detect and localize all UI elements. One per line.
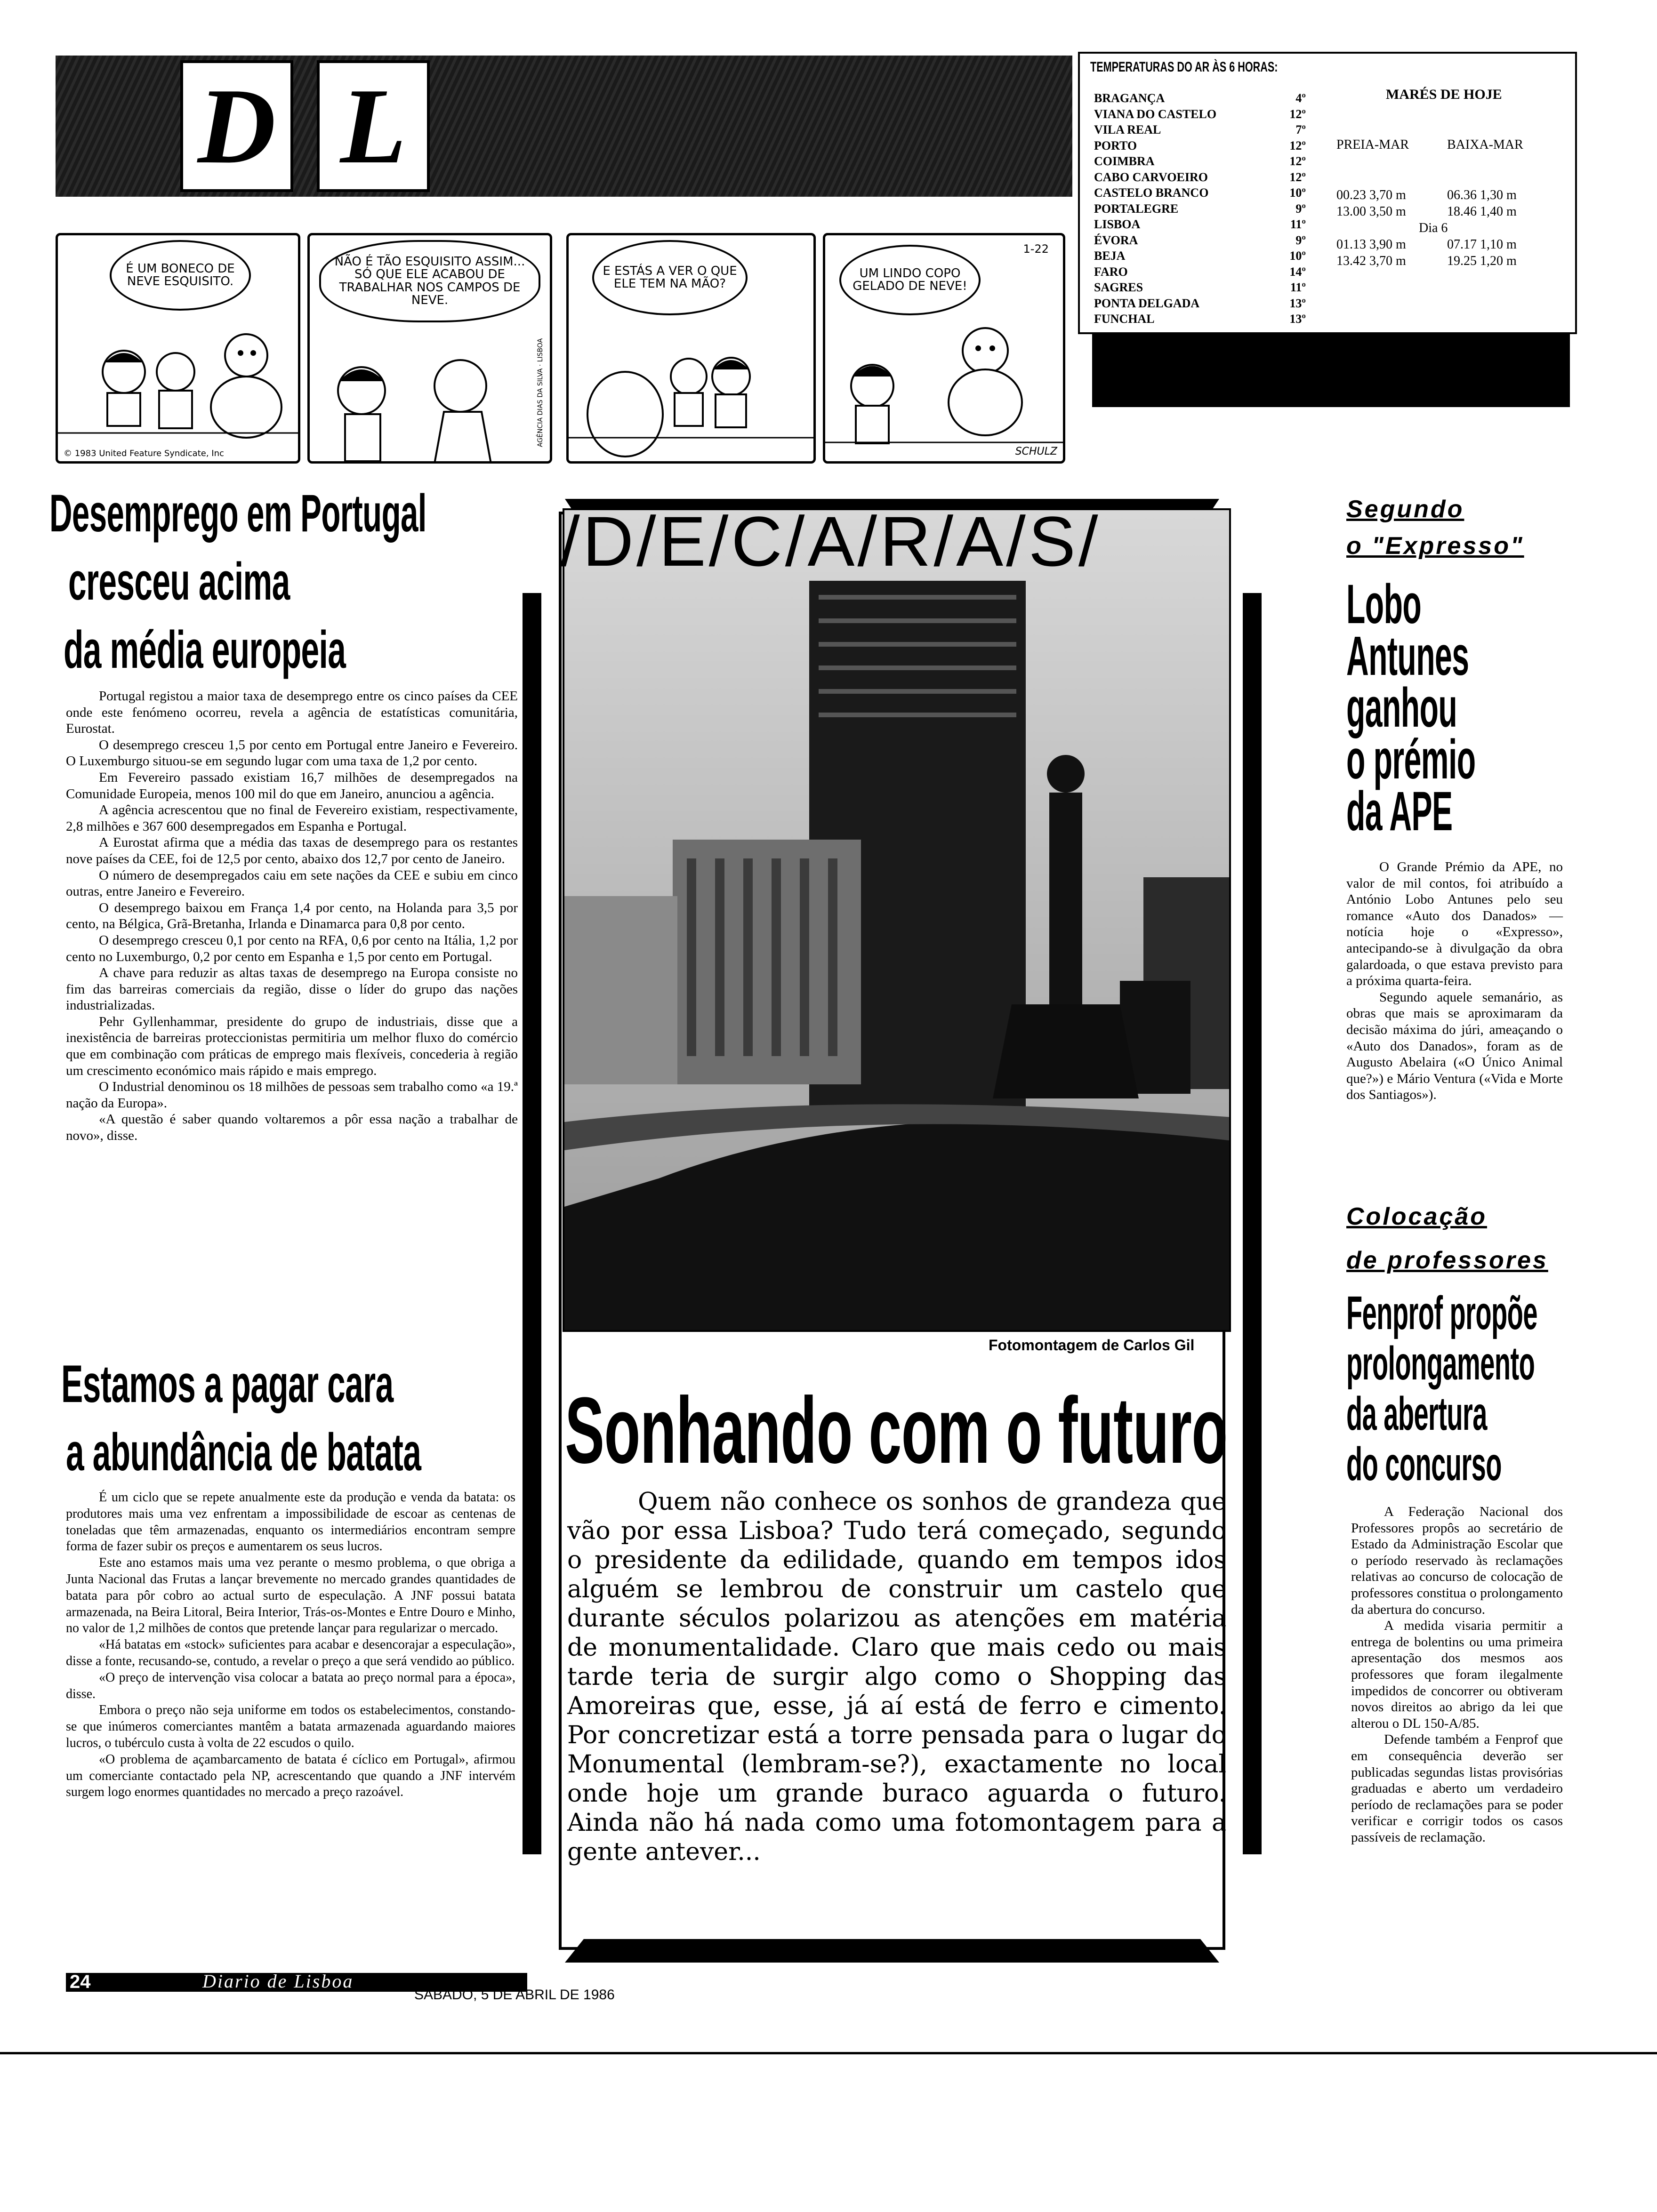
logo-letter-d: D	[180, 60, 293, 192]
city-name: FUNCHAL	[1094, 312, 1155, 326]
comic-date-code: 1-22	[1023, 242, 1049, 256]
temperature-row	[1094, 249, 1306, 263]
city-name: SAGRES	[1094, 281, 1143, 294]
headline-line: Antunes	[1346, 625, 1469, 687]
tide-row: 06.36 1,30 m	[1447, 188, 1517, 202]
comic-panel-2	[307, 233, 552, 464]
comic-panel-3	[566, 233, 816, 464]
paragraph: A Eurostat afirma que a média das taxas de desemprego para os restantes nove países da CEE, foi de 12,5 por cento, abaixo dos 12,7 por cento de Janeiro.	[66, 835, 518, 866]
comic-strip	[56, 233, 1065, 468]
issue-date: SÁBADO, 5 DE ABRIL DE 1986	[414, 1987, 615, 2003]
comic-drawing	[569, 235, 816, 464]
paragraph: O Grande Prémio da APE, no valor de mil contos, foi atribuído a António Lobo Antunes pelo seu romance «Auto dos Danados» — notícia hoje o «Expresso», antecipando-se à divulgação da obra galardoada, o que estava previsto para a próxima quarta-feira.	[1346, 859, 1563, 989]
city-name: FARO	[1094, 264, 1128, 279]
headline-line: da APE	[1346, 780, 1453, 842]
speech-bubble: E ESTÁS A VER O QUE ELE TEM NA MÃO?	[592, 240, 748, 315]
temperature-value: 14º	[1289, 264, 1306, 279]
paragraph: Em Fevereiro passado existiam 16,7 milhões de desempregados na Comunidade Europeia, menos 100 mil do que em Janeiro, anunciou a agência.	[66, 769, 518, 801]
article4-kicker-line1: Colocação	[1346, 1203, 1487, 1230]
city-name: ÉVORA	[1094, 233, 1138, 247]
city-name: COIMBRA	[1094, 154, 1155, 168]
temperature-value: 13º	[1289, 312, 1306, 326]
paragraph: A medida visaria permitir a entrega de bolentins ou uma primeira apresentação dos mesmos aos professores que foram ilegalmente impedidos de concorrer ou obtiveram novos direitos ao abrigo da lei que alterou o DL 150-A/85.	[1351, 1618, 1563, 1731]
headline-line: o prémio	[1346, 729, 1476, 791]
temperature-value: 12º	[1289, 138, 1306, 152]
comic-panel-4	[823, 233, 1065, 464]
tide-row: 13.00 3,50 m	[1336, 204, 1406, 219]
article1-headline-line1: Desemprego em Portugal	[49, 484, 426, 543]
city-name: PORTO	[1094, 138, 1137, 152]
temperature-value: 11º	[1290, 281, 1306, 294]
temperature-value: 12º	[1289, 107, 1306, 121]
section-title: /D/E/C/A/R/A/S/	[560, 508, 1101, 574]
page-number: 24	[70, 1972, 91, 1992]
city-name: BEJA	[1094, 249, 1126, 263]
logo-letter-l: L	[317, 60, 430, 192]
article3-body	[1346, 859, 1563, 1103]
photomontage-image	[563, 508, 1231, 1332]
tides-title: MARÉS DE HOJE	[1386, 87, 1502, 102]
preia-mar-label: PREIA-MAR	[1336, 137, 1409, 152]
paragraph: O Industrial denominou os 18 milhões de pessoas sem trabalho como «a 19.ª nação da Europa».	[66, 1079, 518, 1111]
city-name: PORTALEGRE	[1094, 201, 1179, 216]
speech-bubble: UM LINDO COPO GELADO DE NEVE!	[839, 245, 981, 315]
headline-line: do concurso	[1346, 1438, 1502, 1491]
headline-line: da abertura	[1346, 1387, 1487, 1440]
article4-kicker-line2: de professores	[1346, 1247, 1548, 1274]
paper-name: Diario de Lisboa	[202, 1971, 354, 1992]
temperature-row	[1094, 107, 1306, 121]
headline-line: Fenprof propõe	[1346, 1287, 1537, 1339]
agency-credit: AGÊNCIA DIAS DA SILVA · LISBOA	[537, 338, 544, 447]
paragraph: O desemprego cresceu 0,1 por cento na RFA, 0,6 por cento na Itália, 1,2 por cento no Luxemburgo, 0,2 por cento em Espanha e 1,5 por cento em Portugal.	[66, 932, 518, 964]
weather-box	[1078, 52, 1577, 334]
article4-body	[1351, 1504, 1563, 1845]
comic-drawing	[310, 235, 552, 464]
temperature-row	[1094, 281, 1306, 295]
temperature-value: 12º	[1289, 154, 1306, 168]
feature-headline: Sonhando com o futuro	[565, 1378, 1228, 1483]
temperature-row	[1094, 154, 1306, 168]
temperature-row	[1094, 139, 1306, 153]
photo-credit: Fotomontagem de Carlos Gil	[989, 1337, 1195, 1354]
article3-kicker-line1: Segundo	[1346, 496, 1464, 523]
city-name: LISBOA	[1094, 217, 1141, 231]
paragraph: «Há batatas em «stock» suficientes para acabar e desencorajar a especulação», disse a fonte, recusando-se, contudo, a revelar o preço a que será vendido ao público.	[66, 1637, 515, 1668]
paragraph: Pehr Gyllenhammar, presidente do grupo de industriais, disse que a inexistência de barreiras proteccionistas permitiria um melhor fluxo do comércio que em combinação com práticas de emprego mais flexíveis, concederia à região um crescimento económico mais rápido e mais emprego.	[66, 1014, 518, 1078]
temperature-value: 10º	[1289, 249, 1306, 263]
comic-drawing	[58, 235, 300, 464]
temperature-value: 11º	[1290, 217, 1306, 231]
temperature-value: 9º	[1295, 233, 1306, 247]
temperature-row	[1094, 217, 1306, 232]
comic-copyright: © 1983 United Feature Syndicate, Inc	[64, 449, 224, 458]
paragraph: O número de desempregados caiu em sete nações da CEE e subiu em cinco outras, entre Janeiro e Fevereiro.	[66, 867, 518, 899]
paragraph: Portugal registou a maior taxa de desemprego entre os cinco países da CEE onde este fenómeno ocorreu, revela a agência de estatísticas comunitária, Eurostat.	[66, 689, 518, 737]
speech-bubble: NÃO É TÃO ESQUISITO ASSIM... SÓ QUE ELE ACABOU DE TRABALHAR NOS CAMPOS DE NEVE.	[319, 240, 540, 322]
article1-headline-line2: cresceu acima	[68, 552, 290, 611]
paragraph: «A questão é saber quando voltaremos a pôr essa nação a trabalhar de novo», disse.	[66, 1112, 518, 1144]
temperature-row	[1094, 170, 1306, 184]
paragraph: Embora o preço não seja uniforme em todos os estabelecimentos, constando-se que inúmeros comerciantes mantêm a batata armazenada aguardando maiores lucros, o tubérculo custa à volta de 22 escudos o quilo.	[66, 1703, 515, 1750]
temperature-value: 13º	[1289, 296, 1306, 310]
paragraph: É um ciclo que se repete anualmente este da produção e venda da batata: os produtores mais uma vez enfrentam a impossibilidade de escoar as centenas de toneladas que têm armazenadas, enquanto os intermediários encontram sempre forma de fazer subir os preços e aumentarem os seus lucros.	[66, 1490, 515, 1554]
speech-bubble: É UM BONECO DE NEVE ESQUISITO.	[110, 240, 251, 311]
temperature-value: 9º	[1295, 201, 1306, 216]
paragraph: «O problema de açambarcamento de batata é cíclico em Portugal», afirmou um comerciante contactado pela NP, acrescentando que quando a JNF intervém surgem logo enormes quantidades no mercado a preço razoável.	[66, 1752, 515, 1800]
tide-row: 07.17 1,10 m	[1447, 237, 1517, 252]
temperature-row	[1094, 123, 1306, 137]
temperature-row	[1094, 186, 1306, 200]
headline-line: Lobo	[1346, 573, 1422, 635]
paragraph: «O preço de intervenção visa colocar a batata ao preço normal para a época», disse.	[66, 1670, 515, 1701]
tide-row: 19.25 1,20 m	[1447, 254, 1517, 268]
headline-line: prolongamento	[1346, 1337, 1535, 1390]
article2-headline-line1: Estamos a pagar cara	[61, 1354, 394, 1413]
article1-headline-line3: da média europeia	[64, 620, 346, 679]
city-name: VIANA DO CASTELO	[1094, 107, 1217, 121]
temperature-value: 12º	[1289, 170, 1306, 184]
headline-line: ganhou	[1346, 677, 1457, 739]
paragraph: Este ano estamos mais uma vez perante o mesmo problema, o que obriga a Junta Nacional das Frutas a lançar brevemente no mercado grandes quantidades de batata para pôr cobro ao actual surto de especulação. A JNF possui batata armazenada, na Beira Litoral, Beira Interior, Trás-os-Montes e Entre Douro e Minho, no valor de 1,2 milhões de contos que pretende lançar para regularizar o mercado.	[66, 1555, 515, 1636]
temperature-value: 4º	[1295, 91, 1306, 105]
article1-body	[66, 688, 518, 1144]
city-name: BRAGANÇA	[1094, 91, 1165, 105]
comic-drawing	[825, 235, 1065, 464]
temperature-value: 10º	[1289, 186, 1306, 200]
paragraph: Defende também a Fenprof que em consequência deverão ser publicadas segundas listas provisórias graduadas e aberto um verdadeiro período de reclamações para se poder verificar e corrigir todos os casos passíveis de reclamação.	[1351, 1732, 1563, 1845]
temperature-row	[1094, 312, 1306, 326]
weather-title: TEMPERATURAS DO AR ÀS 6 HORAS:	[1090, 59, 1278, 75]
paragraph: Segundo aquele semanário, as obras que mais se aproximaram da decisão máxima do júri, ameaçando o «Auto dos Danados», foram as de Augusto Abelaira («O Único Animal que?») e Mário Ventura («Vida e Morte dos Santiagos»).	[1346, 989, 1563, 1103]
temperature-row	[1094, 233, 1306, 248]
masthead-banner	[56, 56, 1072, 197]
paragraph: O desemprego cresceu 1,5 por cento em Portugal entre Janeiro e Fevereiro. O Luxemburgo situou-se em segundo lugar com uma taxa de 1,2 por cento.	[66, 737, 518, 769]
paragraph: O desemprego baixou em França 1,4 por cento, na Holanda para 3,5 por cento, na Bélgica, Grã-Bretanha, Irlanda e Dinamarca para 0,8 por cento.	[66, 900, 518, 932]
article2-headline-line2: a abundância de batata	[66, 1423, 421, 1482]
paragraph: A agência acrescentou que no final de Fevereiro existiam, respectivamente, 2,8 milhões e 367 600 desempregados em Espanha e Portugal.	[66, 802, 518, 834]
tide-row: 00.23 3,70 m	[1336, 188, 1406, 202]
feature-text: Quem não conhece os sonhos de grandeza que vão por essa Lisboa? Tudo terá começado, segundo o presidente da edilidade, quando em tempos idos alguém se lembrou de construir um castelo que durante séculos polarizou as atenções em matéria de monumentalidade. Claro que mais cedo ou mais tarde teria de surgir algo como o Shopping das Amoreiras que, esse, já aí está de ferro e cimento. Por concretizar está a torre pensada para o lugar do Monumental (lembram-se?), exactamente no local onde hoje um grande buraco aguarda o futuro. Ainda não há nada como uma fotomontagem para a gente antever...	[567, 1488, 1226, 1866]
article3-kicker-line2: o "Expresso"	[1346, 532, 1524, 560]
paragraph: A Federação Nacional dos Professores propôs ao secretário de Estado da Administração Escolar que o período reservado às reclamações relativas ao concurso de colocação de professores constitua o prolongamento da abertura do concurso.	[1351, 1504, 1563, 1617]
city-name: CASTELO BRANCO	[1094, 186, 1209, 200]
temperature-row	[1094, 265, 1306, 279]
comic-signature: SCHULZ	[1015, 446, 1057, 457]
day-label: Dia 6	[1419, 221, 1448, 235]
temperature-value: 7º	[1295, 123, 1306, 136]
tide-row: 18.46 1,40 m	[1447, 204, 1517, 219]
city-name: PONTA DELGADA	[1094, 296, 1200, 310]
photo-scene	[564, 510, 1231, 1332]
paragraph: A chave para reduzir as altas taxas de desemprego na Europa consiste no fim das barreiras comerciais da região, disse o líder do grupo das nações industrializadas.	[66, 965, 518, 1013]
temperature-row	[1094, 91, 1306, 105]
article2-body	[66, 1490, 515, 1801]
tide-row: 01.13 3,90 m	[1336, 237, 1406, 252]
temperature-row	[1094, 202, 1306, 216]
baixa-mar-label: BAIXA-MAR	[1447, 137, 1523, 152]
city-name: VILA REAL	[1094, 123, 1161, 136]
page-bottom-rule	[0, 2052, 1657, 2054]
tide-row: 13.42 3,70 m	[1336, 254, 1406, 268]
city-name: CABO CARVOEIRO	[1094, 170, 1208, 184]
temperature-row	[1094, 297, 1306, 311]
comic-panel-1	[56, 233, 300, 464]
